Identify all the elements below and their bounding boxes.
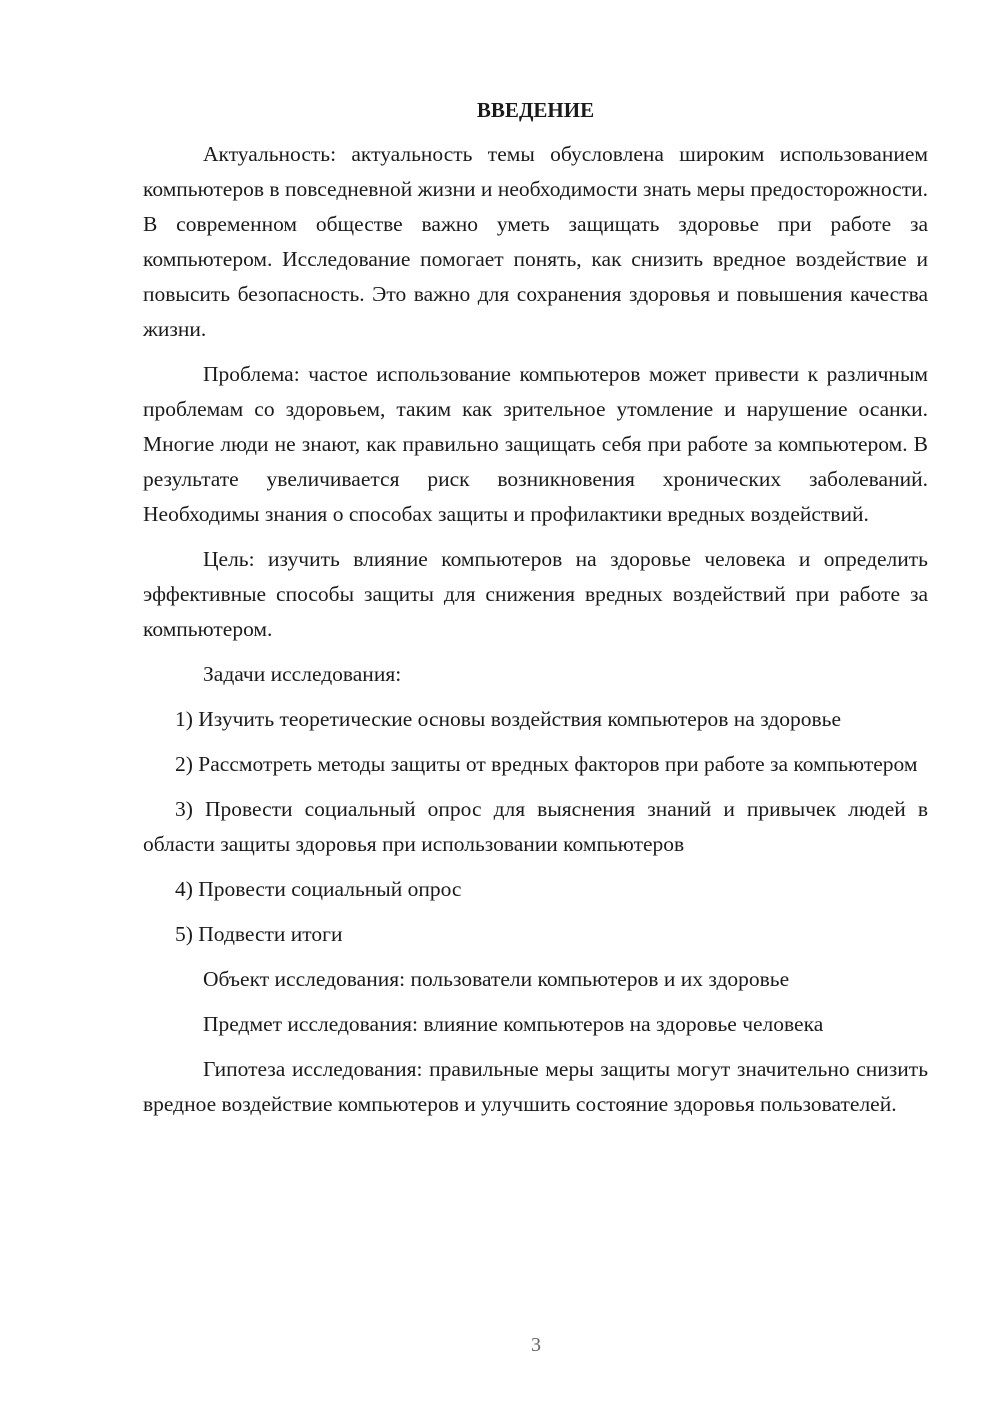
research-object: Объект исследования: пользователи компьютеров и их здоровье bbox=[203, 967, 790, 991]
task-item-3: 3) Провести социальный опрос для выяснения знаний и привычек людей в области защиты здоровья при использовании компьютеров bbox=[143, 797, 928, 856]
tasks-label: Задачи исследования: bbox=[203, 662, 402, 686]
task-item-5: 5) Подвести итоги bbox=[175, 922, 343, 946]
hypothesis-paragraph: Гипотеза исследования: правильные меры защиты могут значительно снизить вредное воздействие компьютеров и улучшить состояние здоровья пользователей. bbox=[143, 1057, 928, 1116]
page-title: ВВЕДЕНИЕ bbox=[476, 98, 595, 122]
problem-paragraph: Проблема: частое использование компьютеров может привести к различным проблемам со здоровьем, таким как зрительное утомление и нарушение осанки. Многие люди не знают, как правильно защищать себя при работе за компьютером. В результате увеличивается риск возникновения хронических заболеваний. Необходимы знания о способах защиты и профилактики вредных воздействий. bbox=[143, 362, 928, 526]
relevance-paragraph: Актуальность: актуальность темы обусловлена широким использованием компьютеров в повседневной жизни и необходимости знать меры предосторожности. В современном обществе важно уметь защищать здоровье при работе за компьютером. Исследование помогает понять, как снизить вредное воздействие и повысить безопасность. Это важно для сохранения здоровья и повышения качества жизни. bbox=[143, 142, 928, 341]
task-item-1: 1) Изучить теоретические основы воздействия компьютеров на здоровье bbox=[175, 707, 842, 731]
task-item-4: 4) Провести социальный опрос bbox=[175, 877, 462, 901]
task-item-2: 2) Рассмотреть методы защиты от вредных факторов при работе за компьютером bbox=[175, 752, 918, 776]
document-page bbox=[143, 95, 928, 1132]
goal-paragraph: Цель: изучить влияние компьютеров на здоровье человека и определить эффективные способы защиты для снижения вредных воздействий при работе за компьютером. bbox=[143, 547, 928, 641]
page-number: 3 bbox=[531, 1334, 541, 1356]
research-subject: Предмет исследования: влияние компьютеров на здоровье человека bbox=[203, 1012, 824, 1036]
